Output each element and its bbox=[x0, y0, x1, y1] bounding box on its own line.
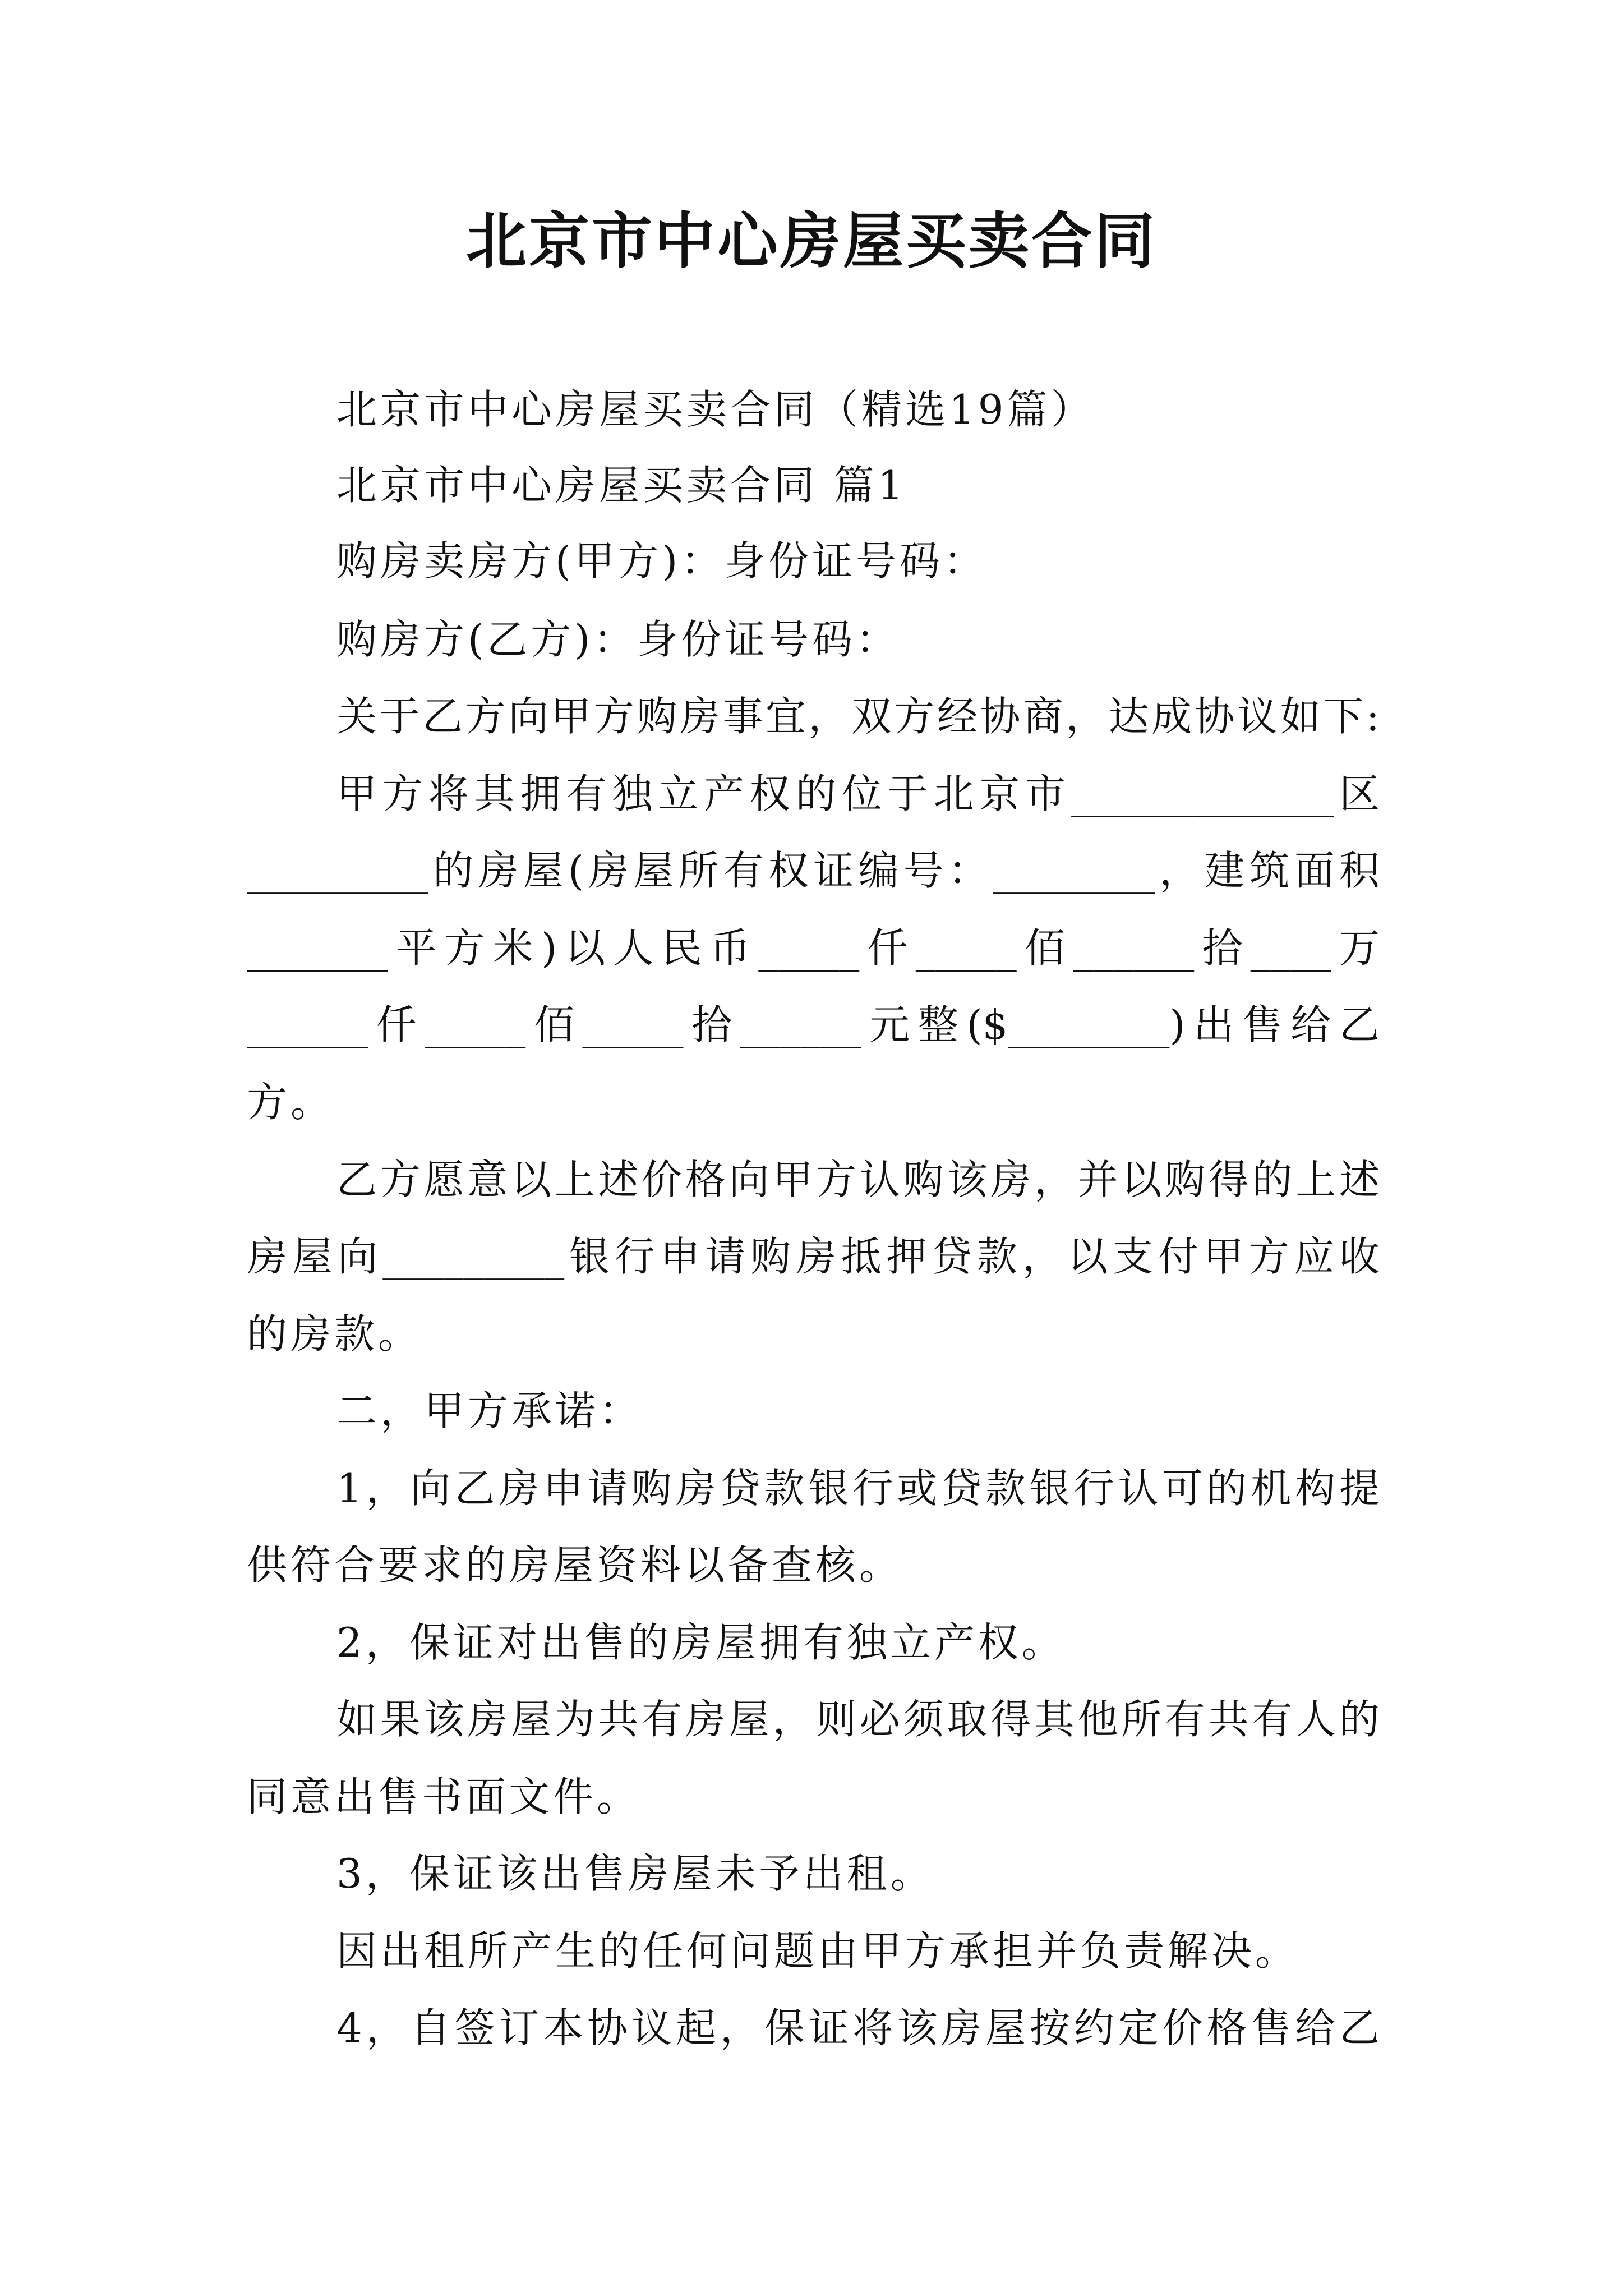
paragraph-line: _______平方米)以人民币_____仟_____佰______拾____万 bbox=[247, 924, 1380, 972]
section-heading: 二，甲方承诺： bbox=[336, 1387, 643, 1434]
paragraph-line: 2，保证对出售的房屋拥有独立产权。 bbox=[336, 1619, 1066, 1666]
paragraph-line: 的房款。 bbox=[247, 1310, 422, 1358]
paragraph-line: 同意出售书面文件。 bbox=[247, 1773, 641, 1820]
paragraph-line: 房屋向_________银行申请购房抵押贷款，以支付甲方应收 bbox=[247, 1233, 1380, 1280]
paragraph-line: 供符合要求的房屋资料以备查核。 bbox=[247, 1542, 903, 1589]
paragraph-line: 如果该房屋为共有房屋，则必须取得其他所有共有人的 bbox=[336, 1696, 1380, 1743]
paragraph-line: 方。 bbox=[247, 1079, 335, 1126]
subtitle-line: 北京市中心房屋买卖合同（精选19篇） bbox=[336, 386, 1095, 433]
seller-line: 购房卖房方(甲方)：身份证号码： bbox=[336, 537, 988, 585]
paragraph-line: _________的房屋(房屋所有权证编号：________，建筑面积 bbox=[247, 847, 1380, 894]
paragraph-line: 1，向乙房申请购房贷款银行或贷款银行认可的机构提 bbox=[336, 1465, 1380, 1512]
paragraph-line: 甲方将其拥有独立产权的位于北京市_____________区 bbox=[336, 770, 1380, 817]
paragraph-line: 因出租所产生的任何问题由甲方承担并负责解决。 bbox=[336, 1927, 1299, 1975]
paragraph-line: ______仟_____佰_____拾______元整($________)出售给乙 bbox=[247, 1001, 1380, 1048]
paragraph-line: 关于乙方向甲方购房事宜，双方经协商，达成协议如下: bbox=[336, 693, 1380, 740]
section-heading: 北京市中心房屋买卖合同 篇1 bbox=[336, 462, 907, 509]
paragraph-line: 乙方愿意以上述价格向甲方认购该房，并以购得的上述 bbox=[336, 1156, 1380, 1203]
document-title: 北京市中心房屋买卖合同 bbox=[465, 206, 1157, 277]
paragraph-line: 3，保证该出售房屋未予出租。 bbox=[336, 1850, 934, 1897]
buyer-line: 购房方(乙方)：身份证号码： bbox=[336, 616, 900, 663]
paragraph-line: 4，自签订本协议起，保证将该房屋按约定价格售给乙 bbox=[336, 2004, 1380, 2051]
